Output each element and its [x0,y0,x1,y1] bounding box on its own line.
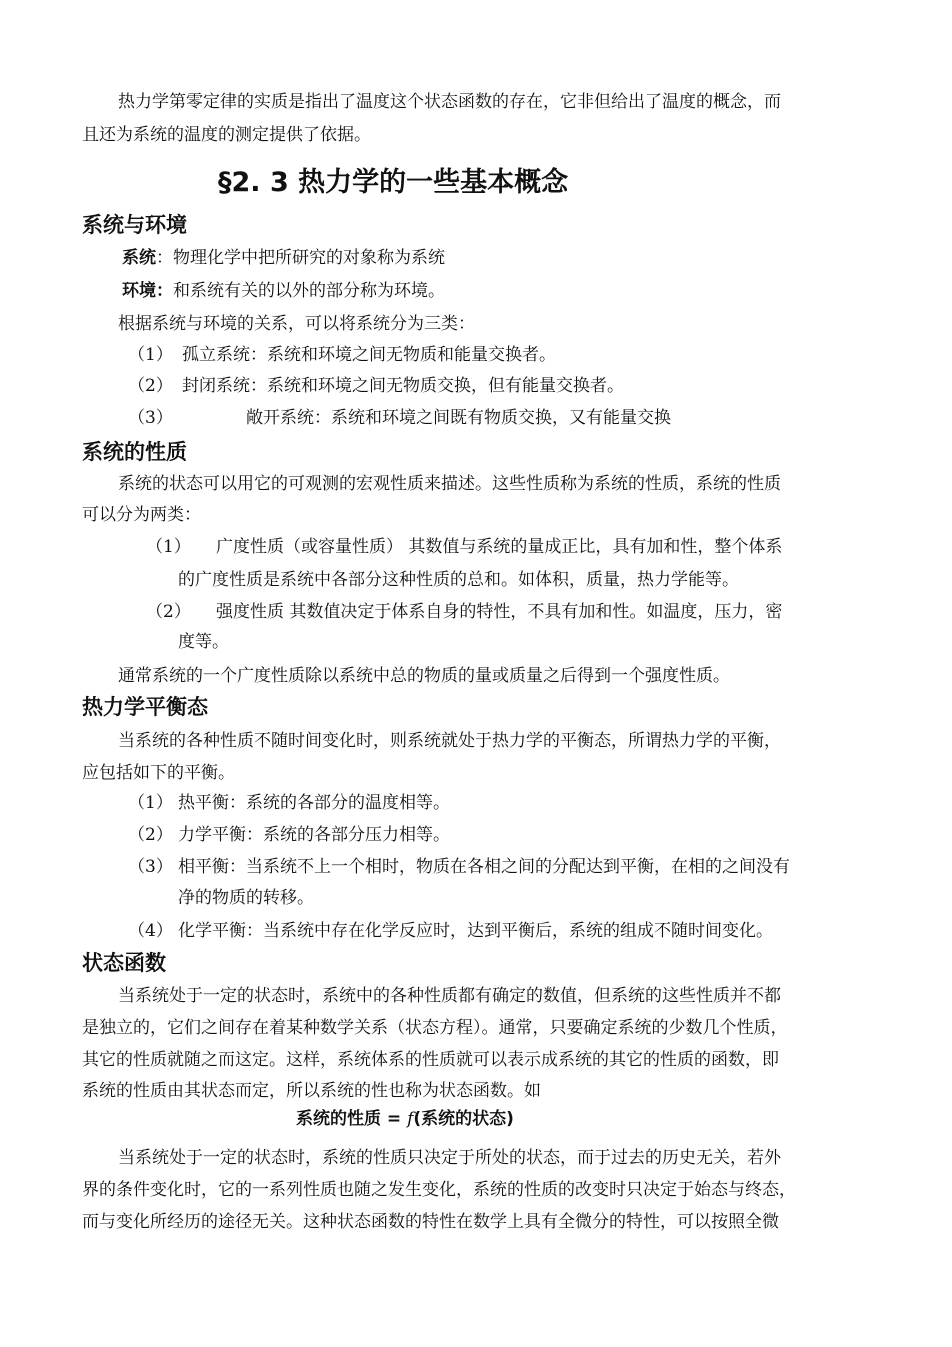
list-text: 化学平衡：当系统中存在化学反应时，达到平衡后，系统的组成不随时间变化。 [178,921,773,941]
classification-intro: 根据系统与环境的关系，可以将系统分为三类： [118,314,475,334]
system-type-1 [128,339,556,372]
intro-line-1: 热力学第零定律的实质是指出了温度这个状态函数的存在，它非但给出了温度的概念，而 [118,92,781,112]
state-para2-line-2: 界的条件变化时，它的一系列性质也随之发生变化，系统的性质的改变时只决定于始态与终态， [82,1180,796,1200]
state-para-line-1: 当系统处于一定的状态时，系统中的各种性质都有确定的数值，但系统的这些性质并不都 [118,986,781,1006]
formula-lhs: 系统的性质 [296,1109,381,1129]
properties-para-line-2: 可以分为两类： [82,505,201,525]
list-text: 敞开系统：系统和环境之间既有物质交换，又有能量交换 [246,408,671,428]
list-text: 强度性质 其数值决定于体系自身的特性，不具有加和性。如温度，压力，密 [216,602,783,622]
formula-argument: (系统的状态) [413,1109,514,1129]
list-text: 广度性质（或容量性质） 其数值与系统的量成正比，具有加和性，整个体系 [216,537,783,557]
equilibrium-item-3-line-2: 净的物质的转移。 [178,888,314,908]
formula-equals: = [386,1109,402,1129]
equilibrium-item-1 [128,787,450,820]
equilibrium-item-3 [128,851,790,884]
list-number: （2） [146,602,191,622]
list-text: 封闭系统：系统和环境之间无物质交换，但有能量交换者。 [182,376,624,396]
heading-system-environment: 系统与环境 [82,213,187,237]
equilibrium-para-line-2: 应包括如下的平衡。 [82,763,235,783]
system-type-2 [128,370,624,403]
state-function-formula [296,1104,514,1129]
state-para-line-2: 是独立的，它们之间存在着某种数学关系（状态方程）。通常，只要确定系统的少数几个性质， [82,1018,788,1038]
section-title: §2. 3 热力学的一些基本概念 [218,167,569,198]
property-item-2-line-1 [146,596,782,629]
list-number: （4） [128,921,173,941]
equilibrium-item-2 [128,819,450,852]
state-para2-line-1: 当系统处于一定的状态时，系统的性质只决定于所处的状态，而于过去的历史无关，若外 [118,1148,781,1168]
system-type-3 [128,402,671,435]
properties-note: 通常系统的一个广度性质除以系统中总的物质的量或质量之后得到一个强度性质。 [118,666,730,686]
heading-equilibrium: 热力学平衡态 [82,695,208,719]
property-item-2-line-2: 度等。 [178,632,229,652]
list-number: （1） [146,537,191,557]
list-number: （2） [128,376,173,396]
environment-definition [122,275,445,308]
state-para-line-4: 系统的性质由其状态而定，所以系统的性也称为状态函数。如 [82,1081,541,1101]
list-text: 相平衡：当系统不上一个相时，物质在各相之间的分配达到平衡，在相的之间没有 [178,857,790,877]
intro-line-2: 且还为系统的温度的测定提供了依据。 [82,125,371,145]
list-number: （2） [128,825,173,845]
system-term: 系统 [122,248,156,268]
list-number: （3） [128,857,173,877]
list-number: （1） [128,345,173,365]
formula-function: f [407,1109,414,1129]
environment-def-text: 和系统有关的以外的部分称为环境。 [173,281,445,301]
list-text: 热平衡：系统的各部分的温度相等。 [178,793,450,813]
list-text: 孤立系统：系统和环境之间无物质和能量交换者。 [182,345,556,365]
list-number: （1） [128,793,173,813]
heading-state-function: 状态函数 [82,951,166,975]
list-text: 力学平衡：系统的各部分压力相等。 [178,825,450,845]
heading-system-properties: 系统的性质 [82,440,187,464]
state-para2-line-3: 而与变化所经历的途径无关。这种状态函数的特性在数学上具有全微分的特性，可以按照全微 [82,1212,779,1232]
system-def-text: ：物理化学中把所研究的对象称为系统 [156,248,445,268]
properties-para-line-1: 系统的状态可以用它的可观测的宏观性质来描述。这些性质称为系统的性质，系统的性质 [118,474,781,494]
environment-term: 环境： [122,281,173,301]
system-definition [122,242,445,275]
property-item-1-line-2: 的广度性质是系统中各部分这种性质的总和。如体积，质量，热力学能等。 [178,570,739,590]
state-para-line-3: 其它的性质就随之而这定。这样，系统体系的性质就可以表示成系统的其它的性质的函数，即 [82,1050,779,1070]
equilibrium-item-4 [128,915,773,948]
list-number: （3） [128,408,173,428]
equilibrium-para-line-1: 当系统的各种性质不随时间变化时，则系统就处于热力学的平衡态，所谓热力学的平衡， [118,731,781,751]
property-item-1-line-1 [146,531,782,564]
